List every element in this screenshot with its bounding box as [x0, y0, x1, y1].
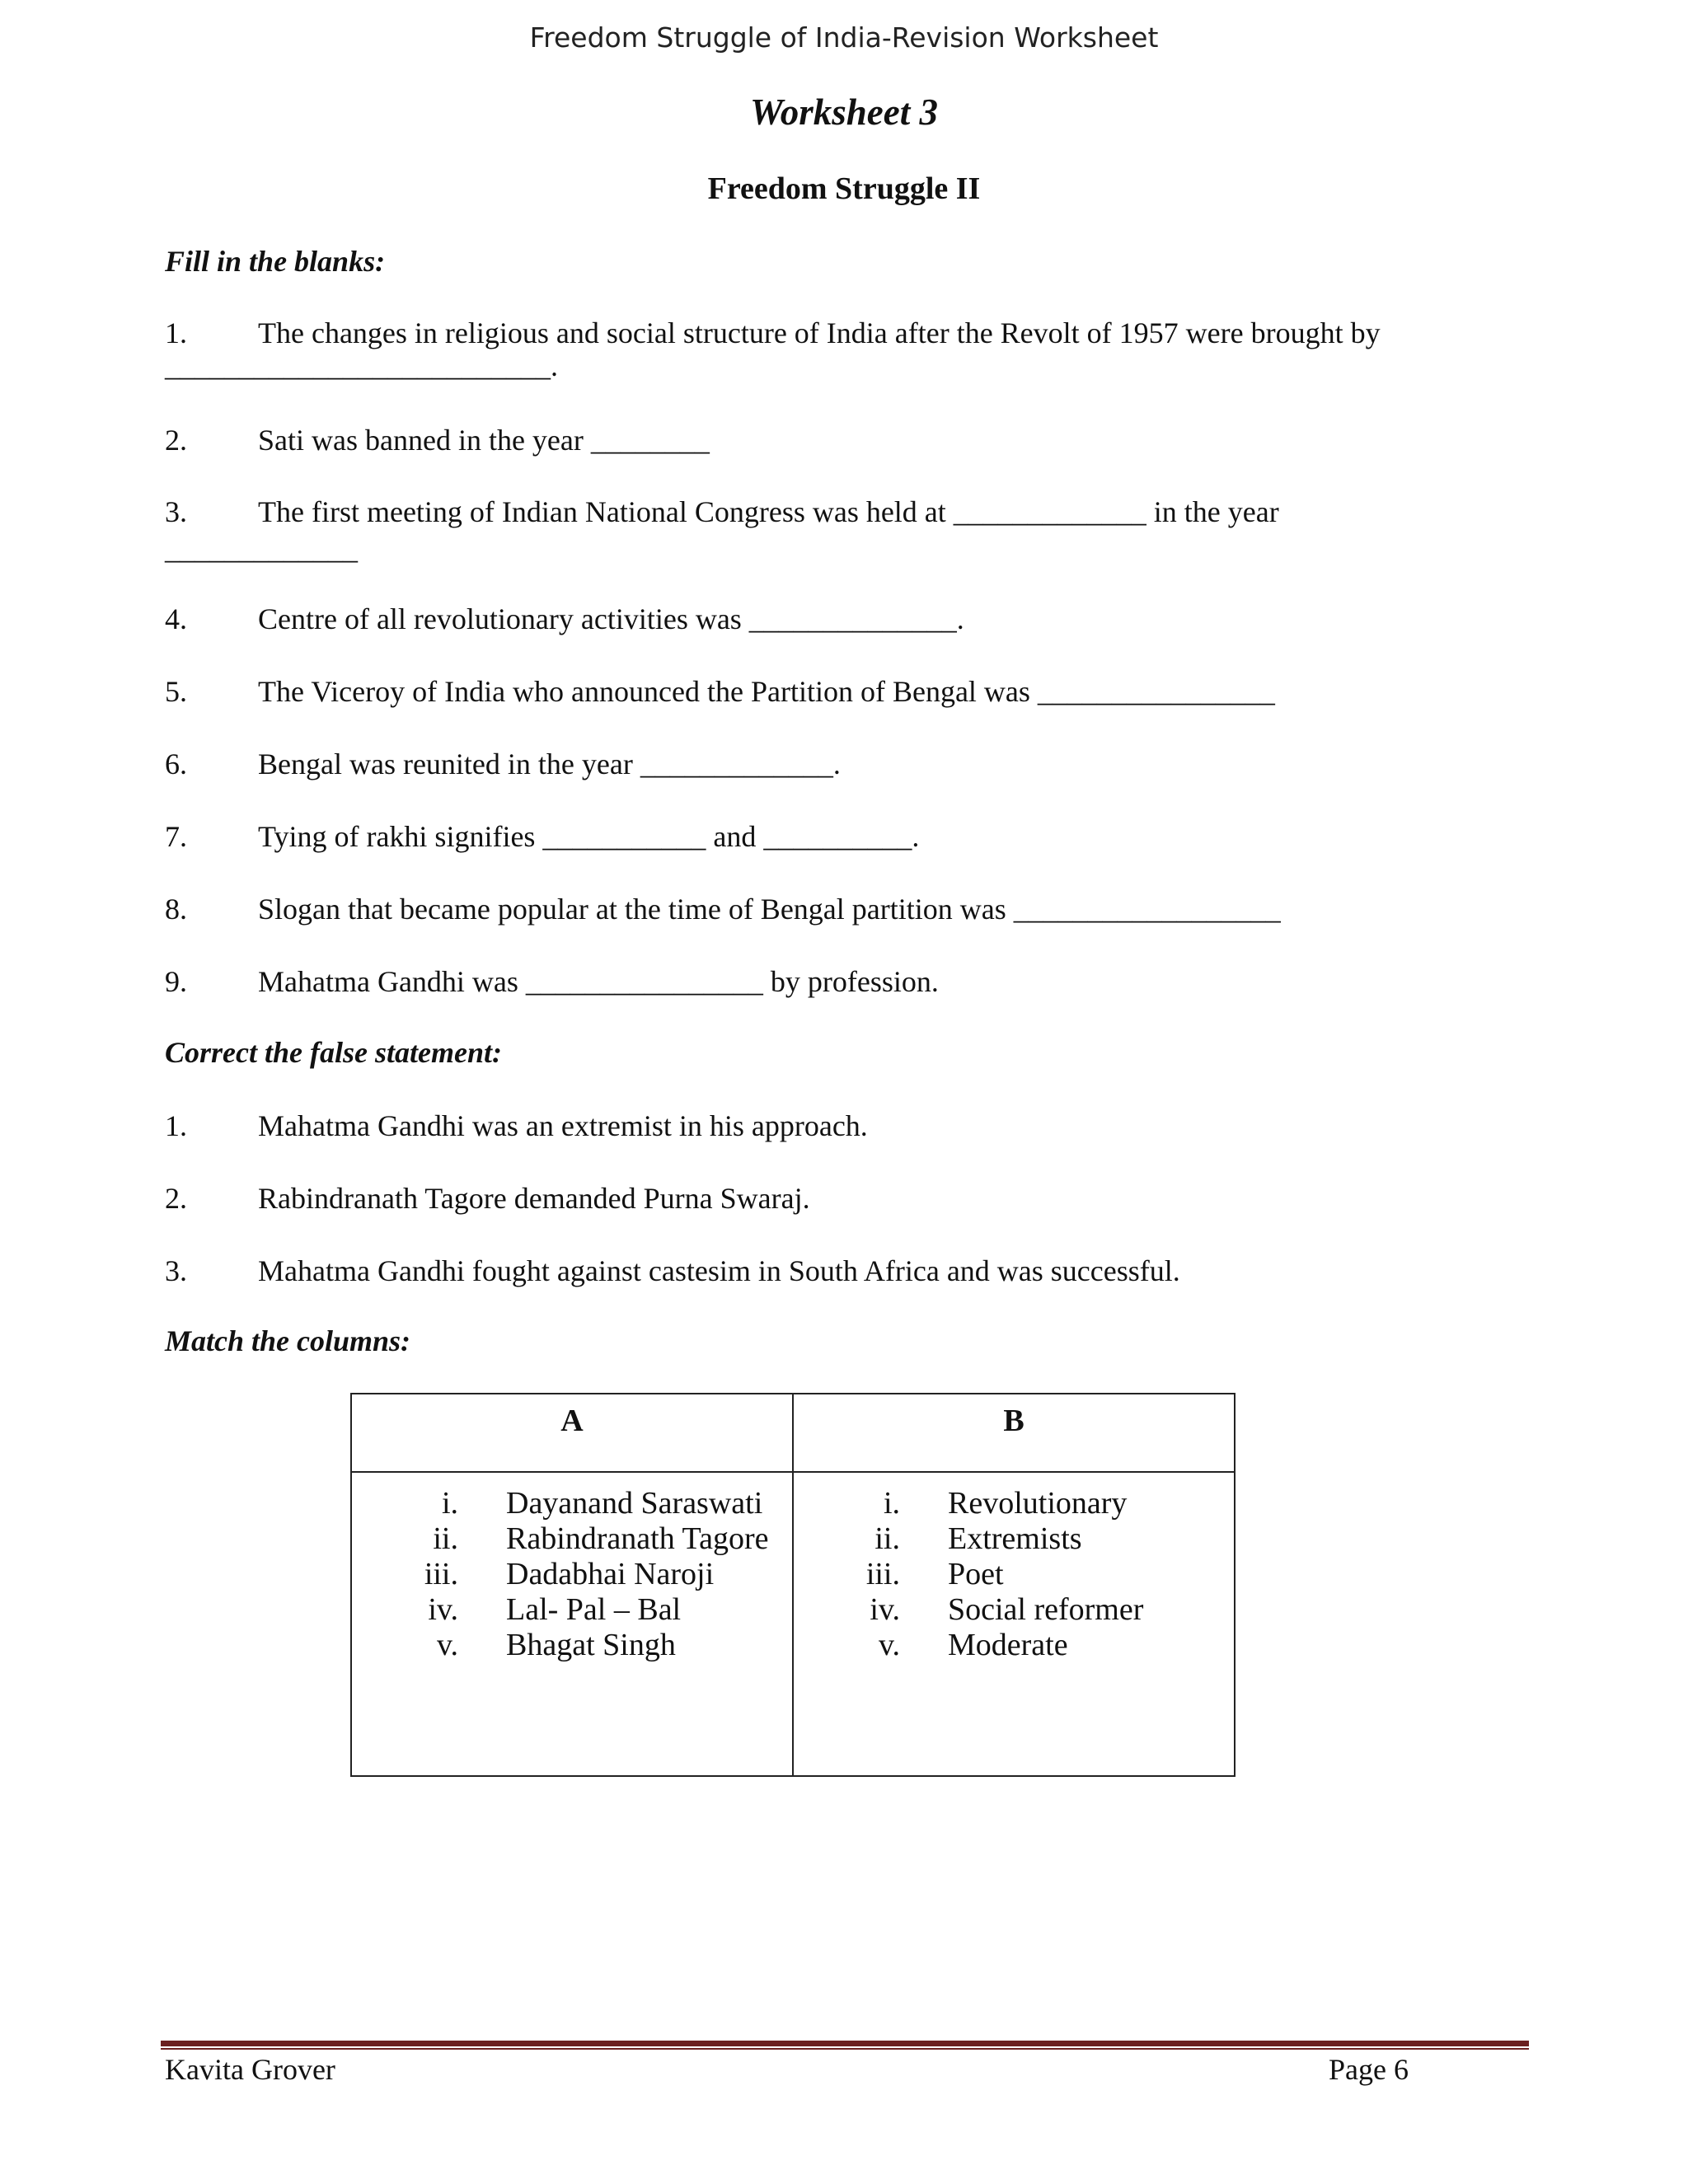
footer-rule-thick: [161, 2041, 1529, 2046]
question-text: The changes in religious and social structure of India after the Revolt of 1957 were brought by: [258, 316, 1381, 349]
column-b-cell: [793, 1472, 1235, 1776]
item-numeral: iv.: [428, 1592, 458, 1627]
item-text: Poet: [948, 1557, 1004, 1591]
question-number: 3.: [165, 495, 187, 528]
footer-rule-thin: [161, 2048, 1529, 2050]
question-number: 9.: [165, 965, 187, 998]
item-numeral: ii.: [433, 1521, 458, 1556]
fill-blanks-heading: Fill in the blanks:: [165, 245, 386, 278]
list-item: [352, 1486, 792, 1521]
item-numeral: v.: [878, 1628, 900, 1662]
footer-author: Kavita Grover: [165, 2053, 335, 2086]
list-item: [794, 1592, 1234, 1628]
item-numeral: v.: [436, 1628, 458, 1662]
item-text: Revolutionary: [948, 1486, 1128, 1521]
statement-text: Mahatma Gandhi was an extremist in his approach.: [258, 1109, 868, 1142]
match-table: [350, 1393, 1236, 1777]
footer-rule: [161, 2041, 1529, 2050]
correct-false-heading: Correct the false statement:: [165, 1036, 502, 1069]
statement-number: 2.: [165, 1182, 187, 1215]
page-header: Freedom Struggle of India-Revision Worksheet: [529, 21, 1159, 54]
worksheet-subtitle: Freedom Struggle II: [707, 171, 981, 206]
item-numeral: ii.: [874, 1521, 900, 1556]
match-table-body-row: [351, 1472, 1235, 1776]
item-text: Rabindranath Tagore: [506, 1521, 769, 1556]
question-text: The Viceroy of India who announced the Partition of Bengal was ________________: [258, 675, 1275, 708]
column-a-header: A: [351, 1394, 793, 1472]
match-columns-heading: Match the columns:: [165, 1324, 411, 1357]
list-item: [794, 1557, 1234, 1592]
list-item: [352, 1628, 792, 1663]
question-text: The first meeting of Indian National Congress was held at _____________ in the year: [258, 495, 1279, 528]
question-number: 5.: [165, 675, 187, 708]
column-a-list: [352, 1486, 792, 1663]
question-text: Sati was banned in the year ________: [258, 424, 710, 457]
column-a-cell: [351, 1472, 793, 1776]
column-b-list: [794, 1486, 1234, 1663]
question-text: Tying of rakhi signifies ___________ and __________.: [258, 820, 920, 853]
statement-number: 1.: [165, 1109, 187, 1142]
question-continuation: __________________________.: [165, 349, 558, 382]
question-text: Slogan that became popular at the time of Bengal partition was __________________: [258, 893, 1281, 926]
list-item: [794, 1521, 1234, 1557]
footer-page-number: Page 6: [1329, 2053, 1409, 2086]
item-text: Dayanand Saraswati: [506, 1486, 763, 1521]
statement-text: Mahatma Gandhi fought against castesim in South Africa and was successful.: [258, 1254, 1180, 1287]
list-item: [794, 1628, 1234, 1663]
item-numeral: iii.: [424, 1557, 458, 1591]
statement-text: Rabindranath Tagore demanded Purna Swaraj.: [258, 1182, 810, 1215]
item-text: Bhagat Singh: [506, 1628, 676, 1662]
item-numeral: i.: [883, 1486, 900, 1521]
worksheet-title: Worksheet 3: [750, 91, 938, 133]
item-text: Lal- Pal – Bal: [506, 1592, 682, 1627]
column-b-header: B: [793, 1394, 1235, 1472]
question-number: 8.: [165, 893, 187, 926]
question-text: Mahatma Gandhi was ________________ by profession.: [258, 965, 939, 998]
question-number: 6.: [165, 748, 187, 780]
item-numeral: iii.: [865, 1557, 900, 1591]
item-text: Moderate: [948, 1628, 1068, 1662]
list-item: [794, 1486, 1234, 1521]
list-item: [352, 1521, 792, 1557]
item-numeral: iv.: [870, 1592, 900, 1627]
item-text: Dadabhai Naroji: [506, 1557, 715, 1591]
question-text: Bengal was reunited in the year _____________.: [258, 748, 841, 780]
statement-number: 3.: [165, 1254, 187, 1287]
question-number: 7.: [165, 820, 187, 853]
question-number: 2.: [165, 424, 187, 457]
question-text: Centre of all revolutionary activities was ______________.: [258, 602, 964, 635]
list-item: [352, 1557, 792, 1592]
question-number: 4.: [165, 602, 187, 635]
item-text: Extremists: [948, 1521, 1082, 1556]
question-number: 1.: [165, 316, 187, 349]
item-text: Social reformer: [948, 1592, 1144, 1627]
match-table-header-row: [351, 1394, 1235, 1472]
question-continuation: _____________: [165, 532, 358, 565]
item-numeral: i.: [441, 1486, 458, 1521]
list-item: [352, 1592, 792, 1628]
